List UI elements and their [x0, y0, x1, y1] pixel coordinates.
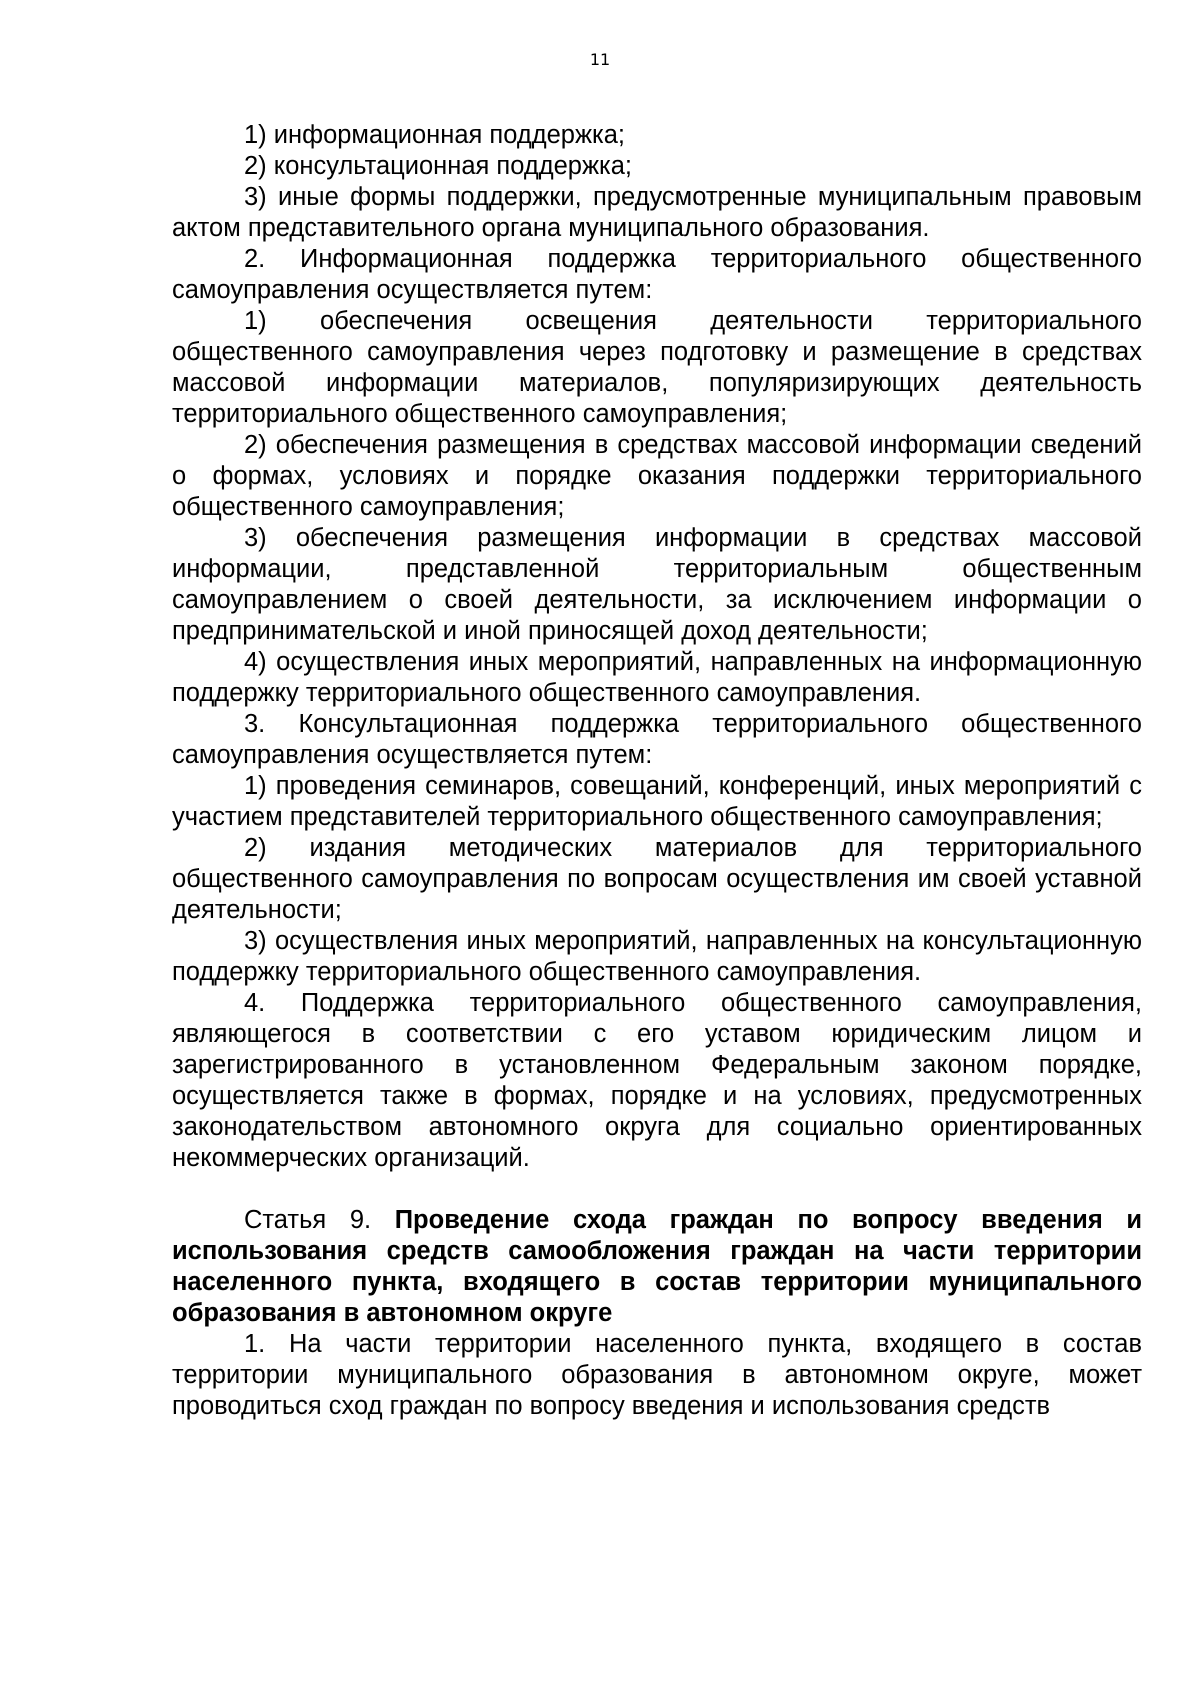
paragraph: 1. На части территории населенного пункта, входящего в состав территории муниципального образования в автономном округе, может проводиться сход граждан по вопросу введения и использования средств	[172, 1330, 1142, 1420]
article-label: Статья 9.	[244, 1206, 395, 1234]
paragraph: 1) обеспечения освещения деятельности территориального общественного самоуправления через подготовку и размещение в средствах массовой информации материалов, популяризирующих деятельность территориального общественного самоуправления;	[172, 307, 1142, 428]
paragraph: 2. Информационная поддержка территориального общественного самоуправления осуществляется путем:	[172, 245, 1142, 304]
article-heading	[172, 1205, 1142, 1329]
paragraph: 2) консультационная поддержка;	[244, 152, 633, 180]
article-title: Проведение схода граждан по вопросу введения и использования средств самообложения граждан на части территории населенного пункта, входящего в состав территории муниципального образования в автономном округе	[172, 1206, 1142, 1327]
paragraph: 2) обеспечения размещения в средствах массовой информации сведений о формах, условиях и порядке оказания поддержки территориального общественного самоуправления;	[172, 431, 1142, 521]
paragraph: 4. Поддержка территориального общественного самоуправления, являющегося в соответствии с его уставом юридическим лицом и зарегистрированного в установленном Федеральным законом порядке, осуществляется также в формах, порядке и на условиях, предусмотренных законодательством автономного округа для социально ориентированных некоммерческих организаций.	[172, 989, 1142, 1172]
paragraph: 1) информационная поддержка;	[244, 121, 626, 149]
spacer	[172, 1174, 1142, 1205]
paragraph: 3) иные формы поддержки, предусмотренные муниципальным правовым актом представительного органа муниципального образования.	[172, 183, 1142, 242]
page-number: 11	[589, 50, 611, 69]
paragraph: 4) осуществления иных мероприятий, направленных на информационную поддержку территориального общественного самоуправления.	[172, 648, 1142, 707]
paragraph: 3. Консультационная поддержка территориального общественного самоуправления осуществляется путем:	[172, 710, 1142, 769]
paragraph: 2) издания методических материалов для территориального общественного самоуправления по вопросам осуществления им своей уставной деятельности;	[172, 834, 1142, 924]
paragraph: 3) обеспечения размещения информации в средствах массовой информации, представленной территориальным общественным самоуправлением о своей деятельности, за исключением информации о предпринимательской и иной приносящей доход деятельности;	[172, 524, 1142, 645]
paragraph: 1) проведения семинаров, совещаний, конференций, иных мероприятий с участием представителей территориального общественного самоуправления;	[172, 772, 1142, 831]
paragraph: 3) осуществления иных мероприятий, направленных на консультационную поддержку территориального общественного самоуправления.	[172, 927, 1142, 986]
document-body	[172, 120, 1142, 1422]
